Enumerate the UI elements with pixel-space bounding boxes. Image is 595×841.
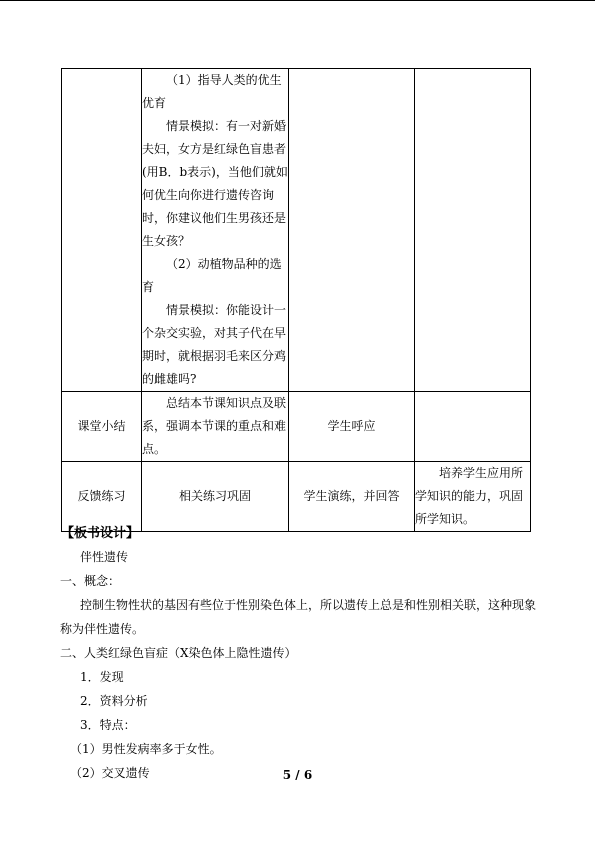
- table-cell-label: 反馈练习: [62, 462, 142, 532]
- table-cell-label: 课堂小结: [62, 392, 142, 462]
- item-breeding: （2）动植物品种的选育: [142, 257, 282, 294]
- item-eugenics: （1）指导人类的优生优育: [142, 73, 282, 110]
- concept-text: 控制生物性状的基因有些位于性别染色体上，所以遗传上总是和性别相关联，这种现象: [80, 598, 537, 612]
- list-item: 2．资料分析: [80, 694, 148, 708]
- scenario-eugenics: 情景模拟：有一对新婚夫妇，女方是红绿色盲患者(用B．b表示)，当他们就如何优生向你进行遗传咨询时，你建议他们生男孩还是生女孩？: [142, 119, 288, 248]
- table-row: [62, 462, 531, 532]
- list-item: （2）交叉遗传: [70, 766, 150, 780]
- table-row: [62, 69, 531, 392]
- table-cell: [289, 69, 415, 392]
- list-item: （1）男性发病率多于女性。: [70, 742, 222, 756]
- table-cell: [62, 69, 142, 392]
- table-row: [62, 392, 531, 462]
- scenario-breeding: 情景模拟：你能设计一个杂交实验，对其子代在早期时，就根据羽毛来区分鸡的雌雄吗?: [142, 303, 287, 386]
- table-cell-purpose: 培养学生应用所学知识的能力，巩固所学知识。: [415, 462, 531, 532]
- page-number: 5 / 6: [282, 768, 313, 782]
- section-concept: 一、概念：: [60, 574, 121, 588]
- board-title: 伴性遗传: [80, 550, 129, 564]
- table-cell-activities: [142, 69, 289, 392]
- lesson-plan-table: [61, 68, 531, 532]
- table-cell: [415, 69, 531, 392]
- table-cell-summary: 总结本节课知识点及联系，强调本节课的重点和难点。: [142, 392, 289, 462]
- table-cell-purpose: [415, 392, 531, 462]
- list-item: 3．特点：: [80, 718, 136, 732]
- list-item: 1．发现: [80, 670, 124, 684]
- section-color-blindness: 二、人类红绿色盲症（X染色体上隐性遗传）: [60, 646, 297, 660]
- board-design-heading: 【板书设计】: [61, 526, 140, 541]
- concept-text-cont: 称为伴性遗传。: [60, 622, 145, 636]
- table-cell-exercise: 相关练习巩固: [142, 462, 289, 532]
- table-cell-student: 学生呼应: [289, 392, 415, 462]
- table-cell-student: 学生演练，并回答: [289, 462, 415, 532]
- top-rule: [0, 0, 595, 1]
